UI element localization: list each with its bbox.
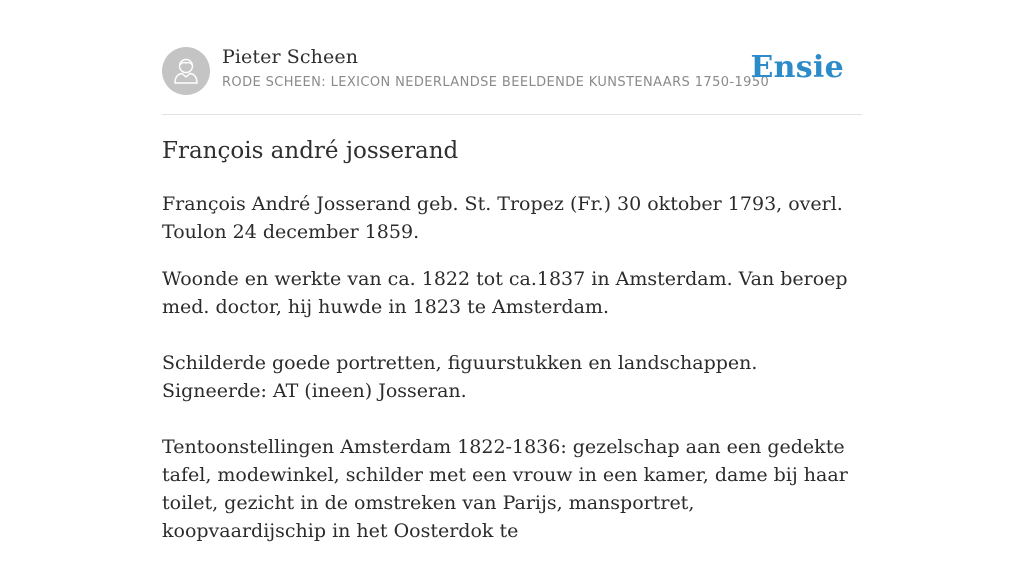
avatar[interactable] [162, 47, 210, 95]
paragraph-birth: François André Josserand geb. St. Tropez (Fr.) 30 oktober 1793, overl. Toulon 24 december 1859. [162, 193, 843, 243]
page-container [162, 0, 862, 542]
page-title: François andré josserand [162, 138, 459, 164]
author-name[interactable]: Pieter Scheen [222, 46, 359, 68]
paragraph-residence: Woonde en werkte van ca. 1822 tot ca.1837 in Amsterdam. Van beroep med. doctor, hij huwde in 1823 te Amsterdam. [162, 268, 848, 318]
article-body [162, 190, 862, 564]
paragraph-exhibitions: Tentoonstellingen Amsterdam 1822-1836: gezelschap aan een gedekte tafel, modewinkel, schilder met een vrouw in een kamer, dame bij haar toilet, gezicht in de omstreken van Parijs, mansportret, koopvaardijschip in het Oosterdok te [162, 436, 848, 542]
source-label[interactable]: RODE SCHEEN: LEXICON NEDERLANDSE BEELDENDE KUNSTENAARS 1750-1950 [222, 75, 770, 90]
user-icon [162, 47, 210, 95]
paragraph-work: Schilderde goede portretten, figuurstukken en landschappen. Signeerde: AT (ineen) Josseran. [162, 352, 758, 402]
ensie-logo[interactable]: Ensie [750, 50, 844, 85]
article-header [162, 0, 862, 115]
